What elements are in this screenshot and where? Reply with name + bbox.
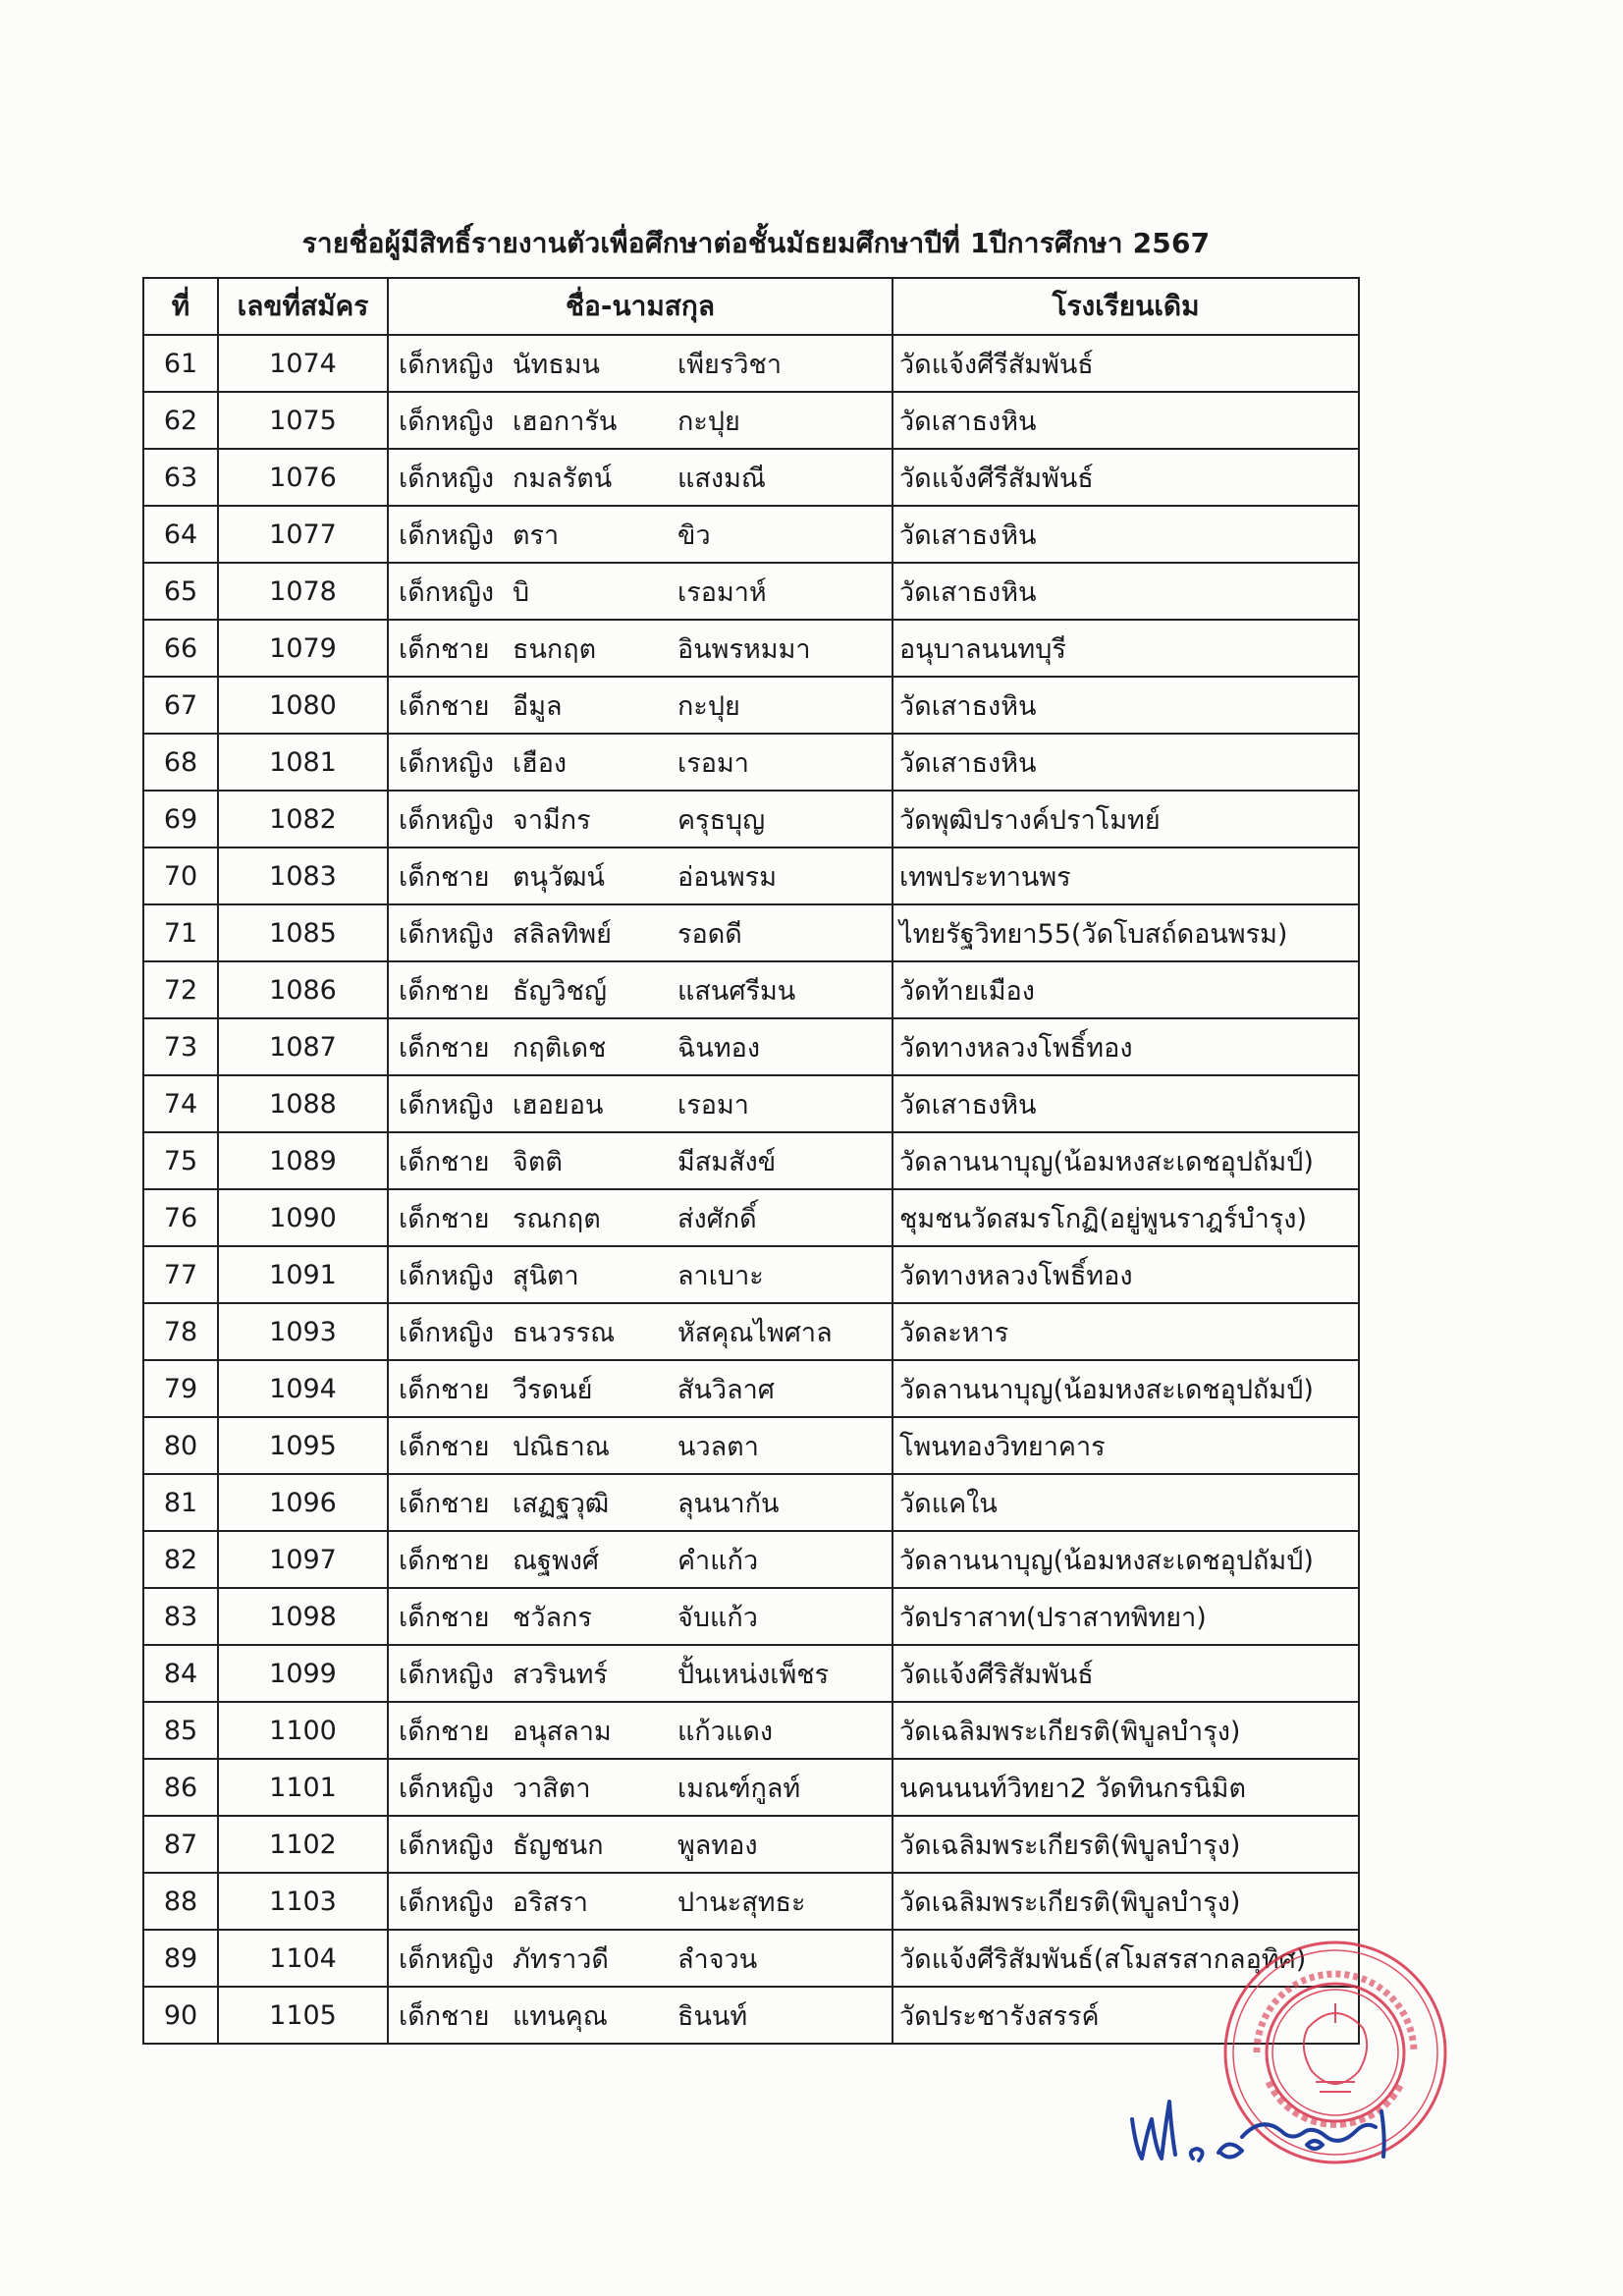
former-school: วัดเสาธงหิน xyxy=(893,734,1359,791)
first-name: ณฐพงศ์ xyxy=(513,1545,600,1576)
table-row xyxy=(143,1645,1359,1702)
student-name xyxy=(388,1873,893,1930)
first-name: นัทธมน xyxy=(513,349,600,380)
row-number: 70 xyxy=(143,847,218,904)
former-school: วัดลานนาบุญ(น้อมหงสะเดชอุปถัมป์) xyxy=(893,1531,1359,1588)
name-prefix: เด็กหญิง xyxy=(399,1317,495,1348)
row-number: 87 xyxy=(143,1816,218,1873)
table-row xyxy=(143,1588,1359,1645)
application-number: 1105 xyxy=(218,1987,388,2044)
row-number: 63 xyxy=(143,449,218,506)
application-number: 1095 xyxy=(218,1417,388,1474)
application-number: 1096 xyxy=(218,1474,388,1531)
table-row xyxy=(143,961,1359,1018)
first-name: ภัทราวดี xyxy=(513,1943,609,1975)
last-name: เมณฑ์กูลท์ xyxy=(677,1773,801,1804)
former-school: วัดเสาธงหิน xyxy=(893,506,1359,563)
application-number: 1100 xyxy=(218,1702,388,1759)
first-name: สวรินทร์ xyxy=(513,1659,608,1690)
first-name: เฮือง xyxy=(513,747,568,779)
table-body xyxy=(143,335,1359,2044)
application-number: 1099 xyxy=(218,1645,388,1702)
last-name: ปานะสุทธะ xyxy=(677,1886,806,1918)
row-number: 68 xyxy=(143,734,218,791)
first-name: จามีกร xyxy=(513,804,591,836)
row-number: 62 xyxy=(143,392,218,449)
last-name: ส่งศักดิ์ xyxy=(677,1203,757,1234)
name-prefix: เด็กชาย xyxy=(399,690,490,722)
name-prefix: เด็กชาย xyxy=(399,1545,490,1576)
row-number: 71 xyxy=(143,904,218,961)
table-row xyxy=(143,1132,1359,1189)
application-number: 1102 xyxy=(218,1816,388,1873)
former-school: วัดแจ้งศีรีสัมพันธ์ xyxy=(893,335,1359,392)
name-prefix: เด็กชาย xyxy=(399,633,490,665)
student-name xyxy=(388,961,893,1018)
name-prefix: เด็กหญิง xyxy=(399,918,495,950)
former-school: ชุมชนวัดสมรโกฏิ(อยู่พูนราฎร์บำรุง) xyxy=(893,1189,1359,1246)
last-name: ขิว xyxy=(677,519,711,551)
last-name: คำแก้ว xyxy=(677,1545,759,1576)
table-row xyxy=(143,677,1359,734)
application-number: 1089 xyxy=(218,1132,388,1189)
former-school: วัดลานนาบุญ(น้อมหงสะเดชอุปถัมป์) xyxy=(893,1132,1359,1189)
table-row xyxy=(143,1360,1359,1417)
student-name xyxy=(388,1759,893,1816)
first-name: เฮอการัน xyxy=(513,406,618,437)
application-number: 1094 xyxy=(218,1360,388,1417)
row-number: 65 xyxy=(143,563,218,620)
row-number: 72 xyxy=(143,961,218,1018)
table-row xyxy=(143,563,1359,620)
former-school: วัดเสาธงหิน xyxy=(893,677,1359,734)
last-name: เพียรวิชา xyxy=(677,349,782,380)
former-school: วัดแคใน xyxy=(893,1474,1359,1531)
application-number: 1093 xyxy=(218,1303,388,1360)
name-prefix: เด็กหญิง xyxy=(399,349,495,380)
application-number: 1086 xyxy=(218,961,388,1018)
first-name: ธัญชนก xyxy=(513,1830,604,1861)
name-prefix: เด็กชาย xyxy=(399,861,490,893)
student-name xyxy=(388,449,893,506)
student-name xyxy=(388,1360,893,1417)
former-school: วัดแจ้งศีริสัมพันธ์(สโมสรสากลอุทิศ) xyxy=(893,1930,1359,1987)
table-row xyxy=(143,1531,1359,1588)
first-name: เสฏฐวุฒิ xyxy=(513,1488,610,1519)
first-name: อนุสลาม xyxy=(513,1716,612,1747)
student-name xyxy=(388,1132,893,1189)
application-number: 1076 xyxy=(218,449,388,506)
last-name: จับแก้ว xyxy=(677,1602,758,1633)
first-name: แทนคุณ xyxy=(513,2000,608,2032)
first-name: กมลรัตน์ xyxy=(513,463,613,494)
application-number: 1090 xyxy=(218,1189,388,1246)
application-number: 1083 xyxy=(218,847,388,904)
row-number: 90 xyxy=(143,1987,218,2044)
former-school: วัดละหาร xyxy=(893,1303,1359,1360)
row-number: 73 xyxy=(143,1018,218,1075)
name-prefix: เด็กหญิง xyxy=(399,1089,495,1121)
row-number: 76 xyxy=(143,1189,218,1246)
application-number: 1085 xyxy=(218,904,388,961)
former-school: วัดประชารังสรรค์ xyxy=(893,1987,1359,2044)
table-row xyxy=(143,904,1359,961)
page-title: รายชื่อผู้มีสิทธิ์รายงานตัวเพื่อศึกษาต่อชั้นมัธยมศึกษาปีที่ 1ปีการศึกษา 2567 xyxy=(301,227,1211,259)
row-number: 80 xyxy=(143,1417,218,1474)
last-name: กะปุย xyxy=(677,690,740,722)
former-school: วัดทางหลวงโพธิ์ทอง xyxy=(893,1246,1359,1303)
table-header-row xyxy=(143,278,1359,335)
name-prefix: เด็กหญิง xyxy=(399,1260,495,1291)
row-number: 84 xyxy=(143,1645,218,1702)
student-name xyxy=(388,1417,893,1474)
former-school: โพนทองวิทยาคาร xyxy=(893,1417,1359,1474)
last-name: ลุนนากัน xyxy=(677,1488,780,1519)
former-school: วัดแจ้งศีริสัมพันธ์ xyxy=(893,1645,1359,1702)
application-number: 1103 xyxy=(218,1873,388,1930)
header-former-school: โรงเรียนเดิม xyxy=(893,278,1359,335)
last-name: อินพรหมมา xyxy=(677,633,811,665)
last-name: ฉินทอง xyxy=(677,1032,761,1064)
table-row xyxy=(143,620,1359,677)
student-name xyxy=(388,1588,893,1645)
former-school: เทพประทานพร xyxy=(893,847,1359,904)
table-row xyxy=(143,506,1359,563)
first-name: ธนกฤต xyxy=(513,633,597,665)
application-number: 1074 xyxy=(218,335,388,392)
name-prefix: เด็กหญิง xyxy=(399,576,495,608)
former-school: ไทยรัฐวิทยา55(วัดโบสถ์ดอนพรม) xyxy=(893,904,1359,961)
first-name: ตนุวัฒน์ xyxy=(513,861,605,893)
first-name: รณกฤต xyxy=(513,1203,601,1234)
name-prefix: เด็กชาย xyxy=(399,2000,490,2032)
table-row xyxy=(143,1759,1359,1816)
former-school: วัดเสาธงหิน xyxy=(893,392,1359,449)
former-school: วัดเสาธงหิน xyxy=(893,563,1359,620)
table-row xyxy=(143,847,1359,904)
last-name: รอดดี xyxy=(677,918,742,950)
name-prefix: เด็กหญิง xyxy=(399,463,495,494)
application-number: 1101 xyxy=(218,1759,388,1816)
student-name xyxy=(388,847,893,904)
last-name: เรอมาห์ xyxy=(677,576,767,608)
student-name xyxy=(388,791,893,847)
student-name xyxy=(388,1987,893,2044)
name-prefix: เด็กหญิง xyxy=(399,519,495,551)
last-name: แสนศรีมน xyxy=(677,975,796,1007)
first-name: ชวัลกร xyxy=(513,1602,592,1633)
student-name xyxy=(388,1816,893,1873)
header-application-no: เลขที่สมัคร xyxy=(218,278,388,335)
last-name: ครุธบุญ xyxy=(677,804,766,836)
application-number: 1091 xyxy=(218,1246,388,1303)
table-row xyxy=(143,734,1359,791)
name-prefix: เด็กชาย xyxy=(399,975,490,1007)
former-school: วัดท้ายเมือง xyxy=(893,961,1359,1018)
first-name: จิตติ xyxy=(513,1146,563,1177)
application-number: 1087 xyxy=(218,1018,388,1075)
last-name: หัสคุณไพศาล xyxy=(677,1317,833,1348)
name-prefix: เด็กหญิง xyxy=(399,1773,495,1804)
first-name: ธนวรรณ xyxy=(513,1317,616,1348)
row-number: 81 xyxy=(143,1474,218,1531)
former-school: วัดทางหลวงโพธิ์ทอง xyxy=(893,1018,1359,1075)
student-name xyxy=(388,904,893,961)
table-row xyxy=(143,1987,1359,2044)
first-name: สลิลทิพย์ xyxy=(513,918,612,950)
application-number: 1104 xyxy=(218,1930,388,1987)
application-number: 1088 xyxy=(218,1075,388,1132)
first-name: ตรา xyxy=(513,519,560,551)
former-school: นคนนนท์วิทยา2 วัดทินกรนิมิต xyxy=(893,1759,1359,1816)
first-name: วาสิตา xyxy=(513,1773,591,1804)
first-name: ปณิธาณ xyxy=(513,1431,610,1462)
student-name xyxy=(388,620,893,677)
last-name: สันวิลาศ xyxy=(677,1374,775,1405)
application-number: 1077 xyxy=(218,506,388,563)
student-name xyxy=(388,734,893,791)
first-name: สุนิตา xyxy=(513,1260,579,1291)
last-name: เรอมา xyxy=(677,1089,749,1121)
name-prefix: เด็กหญิง xyxy=(399,1943,495,1975)
student-name xyxy=(388,1246,893,1303)
row-number: 89 xyxy=(143,1930,218,1987)
last-name: ลำจวน xyxy=(677,1943,758,1975)
last-name: มีสมสังข์ xyxy=(677,1146,777,1177)
former-school: วัดปราสาท(ปราสาทพิทยา) xyxy=(893,1588,1359,1645)
table-row xyxy=(143,335,1359,392)
student-name xyxy=(388,506,893,563)
former-school: วัดเฉลิมพระเกียรติ(พิบูลบำรุง) xyxy=(893,1873,1359,1930)
name-prefix: เด็กหญิง xyxy=(399,1659,495,1690)
former-school: วัดเฉลิมพระเกียรติ(พิบูลบำรุง) xyxy=(893,1702,1359,1759)
row-number: 61 xyxy=(143,335,218,392)
row-number: 85 xyxy=(143,1702,218,1759)
application-number: 1082 xyxy=(218,791,388,847)
last-name: พูลทอง xyxy=(677,1830,758,1861)
name-prefix: เด็กชาย xyxy=(399,1716,490,1747)
row-number: 66 xyxy=(143,620,218,677)
student-name xyxy=(388,1474,893,1531)
row-number: 67 xyxy=(143,677,218,734)
row-number: 88 xyxy=(143,1873,218,1930)
student-name xyxy=(388,1930,893,1987)
table-row xyxy=(143,1816,1359,1873)
former-school: วัดลานนาบุญ(น้อมหงสะเดชอุปถัมป์) xyxy=(893,1360,1359,1417)
table-row xyxy=(143,1702,1359,1759)
last-name: กะปุย xyxy=(677,406,740,437)
student-name xyxy=(388,563,893,620)
last-name: เรอมา xyxy=(677,747,749,779)
name-prefix: เด็กหญิง xyxy=(399,1830,495,1861)
application-number: 1098 xyxy=(218,1588,388,1645)
signature-scribble xyxy=(1124,2072,1419,2170)
table-row xyxy=(143,1018,1359,1075)
last-name: แก้วแดง xyxy=(677,1716,774,1747)
table-row xyxy=(143,1246,1359,1303)
last-name: นวลตา xyxy=(677,1431,759,1462)
table-row xyxy=(143,1474,1359,1531)
table-row xyxy=(143,1075,1359,1132)
table-row xyxy=(143,1417,1359,1474)
row-number: 82 xyxy=(143,1531,218,1588)
header-no: ที่ xyxy=(143,278,218,335)
table-row xyxy=(143,1873,1359,1930)
first-name: วีรดนย์ xyxy=(513,1374,593,1405)
table-row xyxy=(143,791,1359,847)
last-name: ปั้นเหน่งเพ็ชร xyxy=(677,1659,830,1690)
row-number: 75 xyxy=(143,1132,218,1189)
first-name: ธัญวิชญ์ xyxy=(513,975,607,1007)
first-name: บิ xyxy=(513,576,530,608)
name-prefix: เด็กหญิง xyxy=(399,1886,495,1918)
row-number: 77 xyxy=(143,1246,218,1303)
row-number: 79 xyxy=(143,1360,218,1417)
last-name: ลาเบาะ xyxy=(677,1260,764,1291)
student-name xyxy=(388,335,893,392)
former-school: วัดพุฒิปรางค์ปราโมทย์ xyxy=(893,791,1359,847)
application-number: 1097 xyxy=(218,1531,388,1588)
name-prefix: เด็กชาย xyxy=(399,1374,490,1405)
student-name xyxy=(388,1075,893,1132)
student-name xyxy=(388,1645,893,1702)
former-school: อนุบาลนนทบุรี xyxy=(893,620,1359,677)
application-number: 1081 xyxy=(218,734,388,791)
application-number: 1080 xyxy=(218,677,388,734)
name-prefix: เด็กชาย xyxy=(399,1203,490,1234)
table-row xyxy=(143,1189,1359,1246)
table-row xyxy=(143,449,1359,506)
last-name: อ่อนพรม xyxy=(677,861,777,893)
first-name: อริสรา xyxy=(513,1886,588,1918)
row-number: 74 xyxy=(143,1075,218,1132)
table-row xyxy=(143,392,1359,449)
first-name: กฤติเดช xyxy=(513,1032,607,1064)
first-name: เฮอยอน xyxy=(513,1089,604,1121)
former-school: วัดเสาธงหิน xyxy=(893,1075,1359,1132)
table-row xyxy=(143,1303,1359,1360)
former-school: วัดเฉลิมพระเกียรติ(พิบูลบำรุง) xyxy=(893,1816,1359,1873)
row-number: 78 xyxy=(143,1303,218,1360)
student-name xyxy=(388,392,893,449)
name-prefix: เด็กชาย xyxy=(399,1602,490,1633)
name-prefix: เด็กหญิง xyxy=(399,747,495,779)
row-number: 83 xyxy=(143,1588,218,1645)
name-prefix: เด็กชาย xyxy=(399,1032,490,1064)
name-prefix: เด็กหญิง xyxy=(399,406,495,437)
last-name: แสงมณี xyxy=(677,463,766,494)
applicant-table xyxy=(142,277,1360,2045)
name-prefix: เด็กหญิง xyxy=(399,804,495,836)
application-number: 1075 xyxy=(218,392,388,449)
student-name xyxy=(388,1018,893,1075)
student-name xyxy=(388,677,893,734)
row-number: 69 xyxy=(143,791,218,847)
name-prefix: เด็กชาย xyxy=(399,1431,490,1462)
name-prefix: เด็กชาย xyxy=(399,1488,490,1519)
student-name xyxy=(388,1189,893,1246)
first-name: อีมูล xyxy=(513,690,563,722)
name-prefix: เด็กชาย xyxy=(399,1146,490,1177)
application-number: 1078 xyxy=(218,563,388,620)
header-name: ชื่อ-นามสกุล xyxy=(388,278,893,335)
application-number: 1079 xyxy=(218,620,388,677)
student-name xyxy=(388,1303,893,1360)
row-number: 64 xyxy=(143,506,218,563)
former-school: วัดแจ้งศีรีสัมพันธ์ xyxy=(893,449,1359,506)
last-name: ธินนท์ xyxy=(677,2000,748,2032)
row-number: 86 xyxy=(143,1759,218,1816)
student-name xyxy=(388,1531,893,1588)
student-name xyxy=(388,1702,893,1759)
table-row xyxy=(143,1930,1359,1987)
